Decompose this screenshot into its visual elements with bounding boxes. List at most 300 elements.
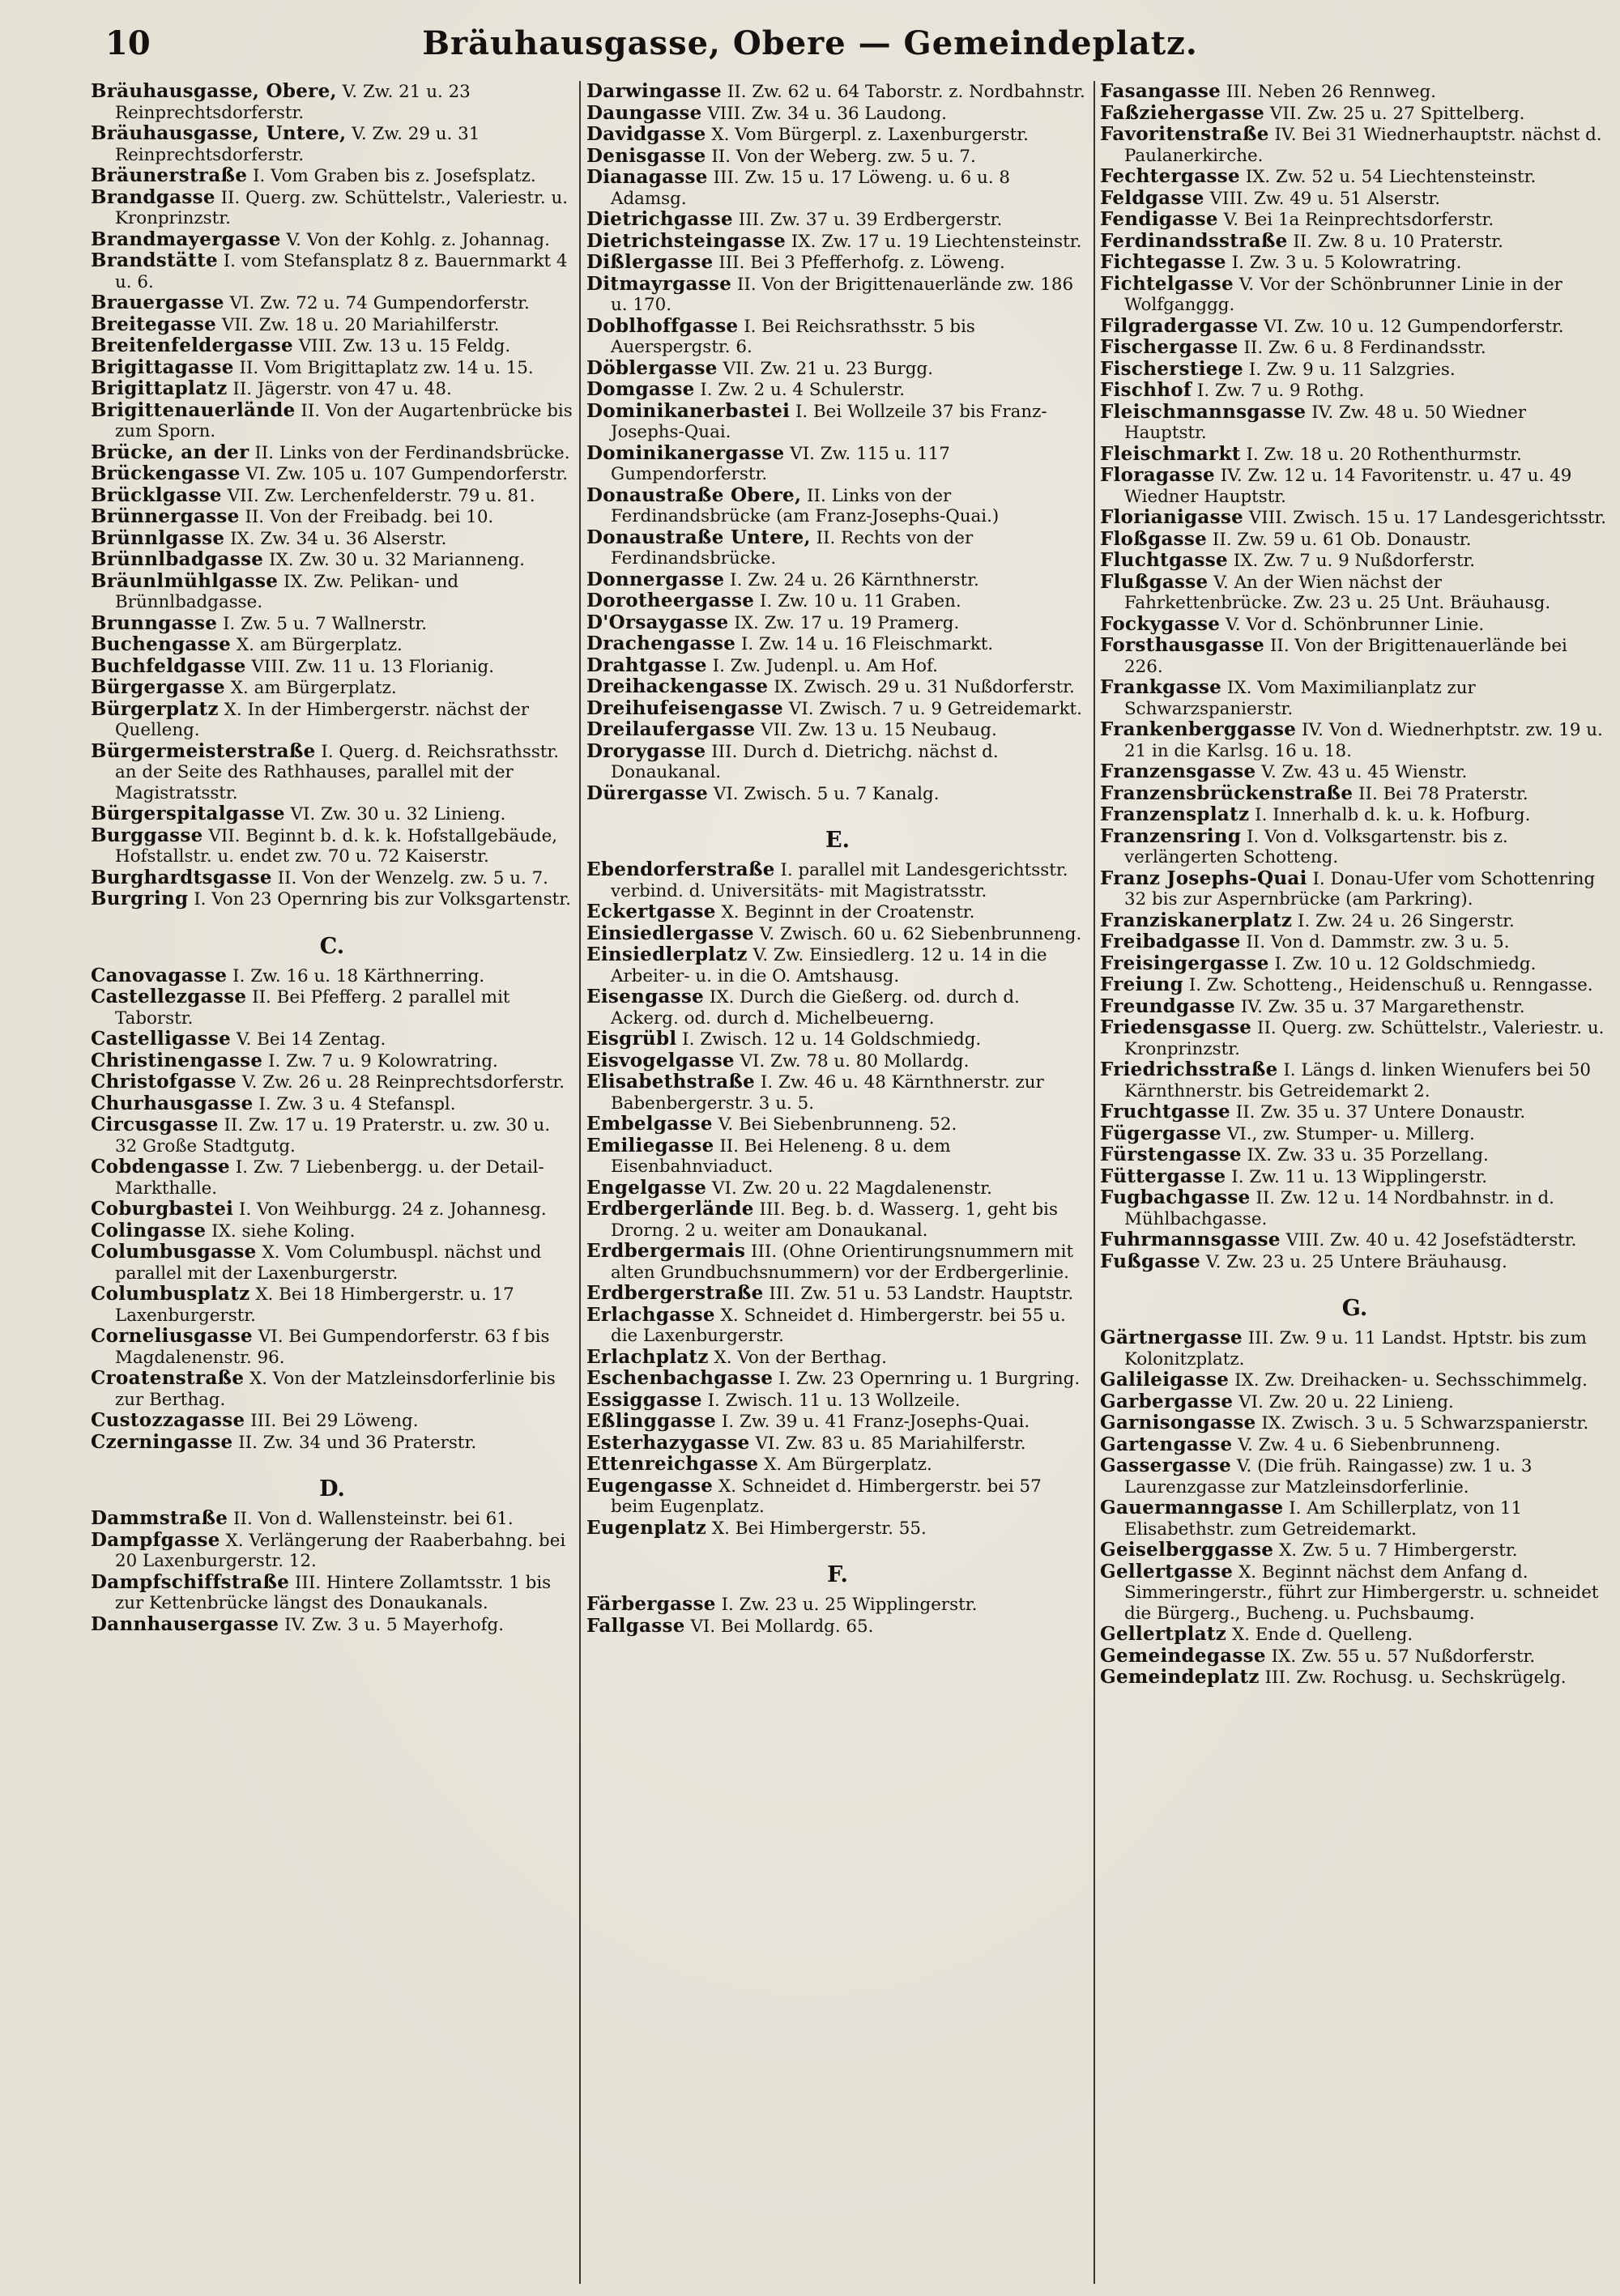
- street-name: Bräuhausgasse, Untere,: [91, 122, 347, 144]
- street-description: VIII. Zw. 13 u. 15 Feldg.: [298, 336, 511, 356]
- street-description: VI. Zw. 83 u. 85 Mariahilferstr.: [755, 1433, 1026, 1454]
- street-name: Fluchtgasse: [1100, 549, 1228, 571]
- street-entry: [586, 719, 1089, 741]
- street-description: I. Zw. Judenpl. u. Am Hof.: [712, 655, 938, 676]
- street-name: Franzensring: [1100, 824, 1242, 847]
- street-description: V. Zw. 4 u. 6 Siebenbrunneng.: [1238, 1434, 1501, 1455]
- street-description: X. Schneidet d. Himbergerstr. bei 57 beim Eugenplatz.: [611, 1476, 1042, 1517]
- street-entry: [91, 485, 573, 507]
- street-description: V. Zw. 26 u. 28 Reinprechtsdorferstr.: [241, 1072, 565, 1093]
- street-name: Bürgermeisterstraße: [91, 739, 316, 762]
- street-description: II. Vom Brigittaplatz zw. 14 u. 15.: [239, 357, 534, 378]
- street-name: Darwingasse: [586, 81, 723, 102]
- street-description: IX. Zw. 17 u. 19 Pramerg.: [734, 612, 960, 633]
- street-name: Franz Josephs-Quai: [1100, 867, 1307, 889]
- section-letter-heading: C.: [319, 933, 345, 959]
- street-description: II. Zw. 34 und 36 Praterstr.: [238, 1432, 477, 1453]
- street-entry: [1100, 1229, 1609, 1251]
- street-entry: [91, 1242, 573, 1284]
- street-description: V. Zwisch. 60 u. 62 Siebenbrunneng.: [759, 923, 1082, 944]
- street-entry: [1100, 1101, 1609, 1123]
- street-name: Denisgasse: [586, 144, 706, 167]
- street-description: III. Zw. 15 u. 17 Löweng. u. 6 u. 8 Adamsg.: [611, 168, 1011, 209]
- street-name: Donnergasse: [586, 568, 725, 590]
- street-name: Davidgasse: [586, 123, 706, 145]
- street-description: I. Zw. 23 u. 25 Wipplingerstr.: [721, 1595, 978, 1615]
- street-entry: [91, 506, 573, 528]
- street-name: Dietrichsteingasse: [586, 229, 787, 252]
- street-description: III. Zw. 37 u. 39 Erdbergerstr.: [738, 210, 1003, 230]
- street-name: Erdbergerstraße: [586, 1282, 764, 1304]
- street-description: II. Von der Brigittenauerlände zw. 186 u. 170.: [611, 274, 1074, 315]
- street-description: I. Zw. 24 u. 26 Singerstr.: [1298, 910, 1515, 931]
- street-description: I. parallel mit Landesgerichtsstr. verbind. d. Universitäts- mit Magistratsstr.: [611, 860, 1068, 901]
- street-name: Brandmayergasse: [91, 228, 281, 250]
- street-name: Fichtelgasse: [1100, 272, 1234, 295]
- street-entry: [91, 634, 573, 656]
- street-name: Custozzagasse: [91, 1409, 245, 1431]
- street-description: I. Bei Wollzeile 37 bis Franz-Josephs-Quai.: [611, 401, 1047, 442]
- street-entry: [586, 316, 1089, 358]
- street-name: Bräuhausgasse, Obere,: [91, 81, 337, 102]
- street-entry: [1100, 550, 1609, 572]
- street-entry: [1100, 188, 1609, 210]
- street-entry: [1100, 380, 1609, 402]
- street-name: Bürgerplatz: [91, 697, 219, 720]
- street-entry: [91, 292, 573, 314]
- street-name: Dampfgasse: [91, 1528, 220, 1551]
- street-name: Bürgergasse: [91, 676, 225, 698]
- street-name: Castellezgasse: [91, 986, 247, 1007]
- street-description: II. Bei Pfefferg. 2 parallel mit Taborstr.: [115, 987, 510, 1029]
- street-entry: [1100, 1391, 1609, 1413]
- street-entry: [586, 655, 1089, 677]
- street-description: I. Zw. 9 u. 11 Salzgries.: [1248, 359, 1456, 380]
- street-name: Brigittagasse: [91, 356, 234, 378]
- street-entry: [91, 442, 573, 464]
- street-name: Geiselberggasse: [1100, 1539, 1274, 1561]
- street-name: Füttergasse: [1100, 1165, 1226, 1187]
- street-description: IX. Durch die Gießerg. od. durch d. Ackerg. od. durch d. Michelbeuerng.: [611, 987, 1020, 1029]
- street-description: X. Beginnt in der Croatenstr.: [721, 902, 975, 922]
- street-description: VI. Zw. 10 u. 12 Gumpendorferstr.: [1264, 316, 1564, 337]
- street-name: Bräunerstraße: [91, 164, 248, 186]
- street-name: Floßgasse: [1100, 527, 1208, 550]
- street-description: V. Vor d. Schönbrunner Linie.: [1226, 614, 1485, 635]
- street-name: Brigittenauerlände: [91, 398, 296, 421]
- street-name: Columbusgasse: [91, 1241, 257, 1263]
- street-description: II. Von d. Wallensteinstr. bei 61.: [233, 1509, 514, 1529]
- street-entry: [91, 1326, 573, 1368]
- street-name: Domgasse: [586, 378, 695, 400]
- street-description: I. Zw. 2 u. 4 Schulerstr.: [700, 380, 905, 400]
- street-name: Corneliusgasse: [91, 1325, 253, 1347]
- street-entry: [91, 1432, 573, 1454]
- street-name: Brünnlgasse: [91, 526, 225, 549]
- street-name: Fichtegasse: [1100, 251, 1226, 273]
- street-name: Dietrichgasse: [586, 208, 733, 230]
- street-entry: [1100, 209, 1609, 231]
- street-entry: [91, 229, 573, 251]
- street-entry: [586, 783, 1089, 805]
- street-description: IV. Von d. Wiednerhptstr. zw. 19 u. 21 in die Karlsg. 16 u. 18.: [1124, 720, 1603, 761]
- street-entry: [586, 676, 1089, 698]
- street-entry: [586, 124, 1089, 146]
- street-name: Canovagasse: [91, 964, 228, 986]
- street-description: IX. siehe Koling.: [211, 1220, 356, 1242]
- street-name: Florianigasse: [1100, 506, 1244, 528]
- street-name: Forsthausgasse: [1100, 634, 1265, 656]
- street-description: VI., zw. Stumper- u. Millerg.: [1226, 1123, 1475, 1144]
- street-name: Franzensgasse: [1100, 760, 1256, 782]
- street-name: Fuhrmannsgasse: [1100, 1229, 1281, 1250]
- street-entry: [586, 401, 1089, 443]
- street-name: Breitenfeldergasse: [91, 334, 293, 356]
- street-description: IX. Zw. 34 u. 36 Alserstr.: [230, 528, 447, 549]
- street-name: Färbergasse: [586, 1593, 716, 1615]
- street-entry: [586, 379, 1089, 401]
- street-entry: [91, 314, 573, 336]
- street-description: IX. Vom Maximilianplatz zur Schwarzspanierstr.: [1124, 678, 1476, 719]
- street-description: III. Neben 26 Rennweg.: [1226, 82, 1436, 102]
- section-letter-heading: F.: [827, 1562, 848, 1587]
- street-entry: [586, 231, 1089, 253]
- street-description: X. Schneidet d. Himbergerstr. bei 55 u. die Laxenburgerstr.: [611, 1305, 1066, 1346]
- street-name: Filgradergasse: [1100, 314, 1259, 337]
- street-description: II. Zw. 17 u. 19 Praterstr. u. zw. 30 u. 32 Große Stadtgutg.: [115, 1115, 551, 1157]
- street-name: Drahtgasse: [586, 654, 707, 676]
- street-entry: [1100, 274, 1609, 316]
- street-description: III. Bei 3 Pfefferhofg. z. Löweng.: [718, 253, 1005, 273]
- street-description: I. Zw. 24 u. 26 Kärnthnerstr.: [730, 569, 979, 590]
- street-description: IV. Zw. 48 u. 50 Wiedner Hauptstr.: [1124, 402, 1527, 443]
- street-entry: [1100, 1455, 1609, 1497]
- column-3: [1100, 81, 1609, 2284]
- street-entry: [1100, 103, 1609, 125]
- street-name: Churhausgasse: [91, 1092, 254, 1114]
- street-name: Dominikanerbastei: [586, 399, 791, 422]
- section-letter-heading: E.: [825, 828, 850, 853]
- street-name: Frankenberggasse: [1100, 718, 1297, 740]
- street-name: Cobdengasse: [91, 1156, 230, 1178]
- street-name: Einsiedlerplatz: [586, 944, 748, 965]
- street-name: Gemeindeplatz: [1100, 1666, 1260, 1688]
- street-entry: [91, 81, 573, 123]
- street-name: Elisabethstraße: [586, 1071, 756, 1093]
- street-description: III. Bei 29 Löweng.: [250, 1411, 419, 1431]
- street-entry: [1100, 677, 1609, 719]
- street-description: II. Zw. 6 u. 8 Ferdinandsstr.: [1243, 338, 1486, 358]
- street-entry: [586, 986, 1089, 1029]
- street-entry: [91, 677, 573, 699]
- street-name: Frankgasse: [1100, 676, 1222, 698]
- street-description: VI. Zw. 20 u. 22 Linieng.: [1238, 1391, 1454, 1412]
- street-entry: [586, 698, 1089, 720]
- street-entry: [1100, 910, 1609, 932]
- street-entry: [91, 1530, 573, 1572]
- street-description: IV. Zw. 12 u. 14 Favoritenstr. u. 47 u. 49 Wiedner Hauptstr.: [1124, 466, 1572, 507]
- street-description: IX. Zw. Dreihacken- u. Sechsschimmelg.: [1234, 1370, 1588, 1391]
- street-entry: [91, 1284, 573, 1326]
- street-entry: [91, 165, 573, 187]
- street-name: Fußgasse: [1100, 1250, 1201, 1272]
- street-entry: [91, 741, 573, 804]
- street-name: Garbergasse: [1100, 1390, 1234, 1412]
- street-entry: [91, 187, 573, 229]
- street-name: Dorotheergasse: [586, 590, 755, 611]
- street-description: III. Zw. 51 u. 53 Landstr. Hauptstr.: [769, 1284, 1074, 1304]
- street-description: I. Zw. 10 u. 11 Graben.: [760, 591, 961, 611]
- street-entry: [1100, 1166, 1609, 1188]
- street-description: VII. Beginnt b. d. k. k. Hofstallgebäude, Hofstallstr. u. endet zw. 70 u. 72 Kaiserstr.: [115, 825, 558, 867]
- street-name: Dreihufeisengasse: [586, 696, 784, 719]
- street-name: Brückengasse: [91, 462, 241, 484]
- street-description: I. Querg. d. Reichsrathsstr. an der Seite des Rathhauses, parallel mit der Magistratsstr.: [115, 741, 560, 803]
- street-description: II. Bei Heleneng. 8 u. dem Eisenbahnviaduct.: [611, 1135, 951, 1177]
- street-description: I. Zw. 46 u. 48 Kärnthnerstr. zur Babenbergerstr. 3 u. 5.: [611, 1072, 1044, 1114]
- street-description: X. Von der Matzleinsdorferlinie bis zur Berthag.: [115, 1369, 556, 1410]
- street-entry: [1100, 124, 1609, 166]
- street-name: Floragasse: [1100, 464, 1215, 486]
- street-entry: [1100, 614, 1609, 636]
- street-name: Eisgrübl: [586, 1028, 677, 1050]
- street-name: Favoritenstraße: [1100, 123, 1269, 145]
- street-entry: [91, 335, 573, 357]
- street-entry: [1100, 465, 1609, 507]
- street-name: Erlachplatz: [586, 1345, 709, 1368]
- street-description: IX. Zwisch. 3 u. 5 Schwarzspanierstr.: [1261, 1413, 1589, 1433]
- street-name: D'Orsaygasse: [586, 611, 729, 633]
- street-description: I. Zw. 18 u. 20 Rothenthurmstr.: [1246, 444, 1522, 465]
- street-entry: [1100, 996, 1609, 1018]
- street-name: Gellertplatz: [1100, 1623, 1227, 1645]
- street-description: VIII. Zw. 11 u. 13 Florianig.: [251, 656, 494, 677]
- street-name: Gassergasse: [1100, 1455, 1232, 1476]
- street-name: Fockygasse: [1100, 612, 1221, 635]
- street-description: VII. Zw. 13 u. 15 Neubaug.: [761, 720, 997, 740]
- street-entry: [91, 378, 573, 400]
- street-description: II. Querg. zw. Schüttelstr., Valeriestr. u. Kronprinzstr.: [1124, 1018, 1605, 1059]
- street-entry: [91, 1508, 573, 1530]
- street-entry: [586, 274, 1089, 316]
- street-name: Ettenreichgasse: [586, 1453, 759, 1475]
- street-entry: [1100, 761, 1609, 783]
- street-entry: [1100, 635, 1609, 677]
- street-description: III. Beg. b. d. Wasserg. 1, geht bis Drorng. 2 u. weiter am Donaukanal.: [611, 1199, 1058, 1241]
- street-name: Fischerstiege: [1100, 357, 1244, 380]
- street-description: V. Bei Siebenbrunneng. 52.: [718, 1114, 957, 1135]
- street-entry: [586, 146, 1089, 168]
- street-entry: [586, 1305, 1089, 1347]
- street-description: IX. Zw. 30 u. 32 Marianneng.: [269, 550, 525, 570]
- street-name: Galileigasse: [1100, 1369, 1230, 1391]
- street-description: I. Vom Graben bis z. Josefsplatz.: [253, 166, 536, 186]
- street-entry: [586, 81, 1089, 103]
- street-directory-columns: [91, 81, 1609, 2284]
- street-description: II. Zw. 8 u. 10 Praterstr.: [1293, 231, 1503, 252]
- street-name: Coburgbastei: [91, 1198, 234, 1220]
- street-description: VIII. Zwisch. 15 u. 17 Landesgerichtsstr.: [1248, 508, 1607, 528]
- street-entry: [1100, 1370, 1609, 1391]
- street-name: Dreihackengasse: [586, 675, 769, 697]
- street-name: Brünnlbadgasse: [91, 548, 264, 570]
- street-description: X. Bei Himbergerstr. 55.: [711, 1518, 927, 1539]
- street-description: IX. Zw. 52 u. 54 Liechtensteinstr.: [1245, 167, 1537, 187]
- street-entry: [91, 986, 573, 1029]
- street-entry: [91, 825, 573, 867]
- street-entry: [1100, 231, 1609, 253]
- street-name: Brauergasse: [91, 292, 224, 313]
- street-name: Eckertgasse: [586, 901, 716, 922]
- street-entry: [586, 901, 1089, 923]
- street-entry: [91, 1199, 573, 1220]
- street-description: X. am Bürgerplatz.: [236, 635, 403, 655]
- street-description: V. (Die früh. Raingasse) zw. 1 u. 3 Laurenzgasse zur Matzleinsdorferlinie.: [1124, 1456, 1533, 1497]
- street-name: Donaustraße Obere,: [586, 483, 802, 506]
- street-description: VI. Zw. 20 u. 22 Magdalenenstr.: [712, 1178, 992, 1199]
- street-entry: [1100, 1059, 1609, 1101]
- street-entry: [1100, 1412, 1609, 1434]
- street-entry: [91, 965, 573, 987]
- street-name: Eisengasse: [586, 986, 705, 1007]
- street-name: Dreilaufergasse: [586, 718, 756, 740]
- street-name: Drachengasse: [586, 633, 736, 654]
- street-name: Brigittaplatz: [91, 377, 228, 399]
- street-name: Bräunlmühlgasse: [91, 569, 279, 592]
- street-entry: [1100, 1327, 1609, 1370]
- street-name: Fischergasse: [1100, 336, 1238, 358]
- street-entry: [1100, 337, 1609, 359]
- street-name: Brandstätte: [91, 249, 218, 271]
- street-description: I. Von 23 Opernring bis zur Volksgartenstr.: [194, 889, 571, 909]
- street-name: Dürergasse: [586, 782, 709, 804]
- street-name: Fallgasse: [586, 1614, 685, 1637]
- street-entry: [586, 612, 1089, 634]
- street-name: Colingasse: [91, 1219, 207, 1242]
- street-entry: [1100, 166, 1609, 188]
- street-entry: [586, 1178, 1089, 1199]
- street-description: IV. Zw. 35 u. 37 Margarethenstr.: [1240, 996, 1525, 1017]
- street-name: Fruchtgasse: [1100, 1101, 1230, 1122]
- street-name: Fugbachgasse: [1100, 1186, 1251, 1208]
- street-entry: [586, 741, 1089, 783]
- street-entry: [1100, 1497, 1609, 1540]
- street-description: V. Vor der Schönbrunner Linie in der Wolfganggg.: [1124, 274, 1562, 315]
- street-entry: [586, 1476, 1089, 1518]
- street-description: VIII. Zw. 49 u. 51 Alserstr.: [1209, 188, 1440, 209]
- street-name: Friedrichsstraße: [1100, 1059, 1278, 1080]
- street-entry: [1100, 1434, 1609, 1456]
- street-description: X. Am Bürgerplatz.: [764, 1455, 932, 1475]
- street-description: IX. Zw. 17 u. 19 Liechtensteinstr.: [791, 231, 1082, 252]
- street-description: II. Querg. zw. Schüttelstr., Valeriestr. u. Kronprinzstr.: [115, 187, 569, 228]
- column-divider: [1094, 81, 1095, 2284]
- street-entry: [586, 633, 1089, 655]
- street-description: VI. Zw. 30 u. 32 Linieng.: [290, 804, 506, 824]
- section-letter-heading: D.: [319, 1476, 345, 1502]
- street-name: Flußgasse: [1100, 570, 1209, 593]
- street-name: Erdbergerlände: [586, 1198, 754, 1220]
- street-entry: [586, 252, 1089, 274]
- street-description: V. Zw. 29 u. 31 Reinprechtsdorferstr.: [115, 124, 480, 165]
- street-entry: [91, 1368, 573, 1410]
- street-description: X. am Bürgerplatz.: [230, 678, 397, 698]
- street-description: VIII. Zw. 34 u. 36 Laudong.: [707, 103, 947, 124]
- street-entry: [1100, 1187, 1609, 1229]
- street-name: Burgring: [91, 888, 189, 909]
- street-name: Dominikanergasse: [586, 441, 785, 464]
- street-entry: [1100, 252, 1609, 274]
- street-description: II. Zw. 59 u. 61 Ob. Donaustr.: [1212, 529, 1472, 550]
- column-2: [586, 81, 1089, 2284]
- street-description: II. Von der Weberg. zw. 5 u. 7.: [711, 146, 976, 167]
- street-description: I. Bei Reichsrathsstr. 5 bis Auerspergstr. 6.: [611, 316, 975, 357]
- street-entry: [1100, 402, 1609, 444]
- street-entry: [91, 357, 573, 379]
- street-description: II. Von der Freibadg. bei 10.: [245, 507, 494, 527]
- street-description: II. Links von der Ferdinandsbrücke.: [254, 442, 570, 463]
- street-name: Czerningasse: [91, 1430, 233, 1453]
- street-entry: [586, 1411, 1089, 1433]
- street-name: Embelgasse: [586, 1113, 713, 1135]
- street-description: V. Bei 14 Zentag.: [236, 1029, 386, 1050]
- street-name: Doblhoffgasse: [586, 314, 739, 337]
- street-description: II. Zw. 12 u. 14 Nordbahnstr. in d. Mühlbachgasse.: [1124, 1188, 1554, 1229]
- street-description: I. Zw. 14 u. 16 Fleischmarkt.: [740, 634, 994, 654]
- street-description: X. Verlängerung der Raaberbahng. bei 20 Laxenburgerstr. 12.: [115, 1530, 566, 1571]
- street-description: IV. Zw. 3 u. 5 Mayerhofg.: [284, 1614, 505, 1635]
- street-name: Dammstraße: [91, 1507, 228, 1529]
- street-description: II. Von der Brigittenauerlände bei 226.: [1124, 636, 1567, 677]
- street-description: III. Durch d. Dietrichg. nächst d. Donaukanal.: [611, 741, 999, 782]
- street-entry: [586, 1114, 1089, 1135]
- street-description: IX. Zwisch. 29 u. 31 Nußdorferstr.: [774, 677, 1075, 697]
- street-entry: [1100, 81, 1609, 103]
- column-divider: [579, 81, 581, 2284]
- street-name: Dißlergasse: [586, 251, 714, 273]
- street-entry: [91, 1572, 573, 1614]
- street-entry: [91, 1093, 573, 1115]
- street-description: IV. Bei 31 Wiednerhauptstr. nächst d. Paulanerkirche.: [1124, 125, 1602, 166]
- street-entry: [1100, 444, 1609, 466]
- street-name: Gellertgasse: [1100, 1560, 1234, 1582]
- street-name: Fasangasse: [1100, 81, 1221, 102]
- street-name: Faßziehergasse: [1100, 101, 1265, 124]
- street-name: Garnisongasse: [1100, 1412, 1256, 1433]
- street-entry: [91, 571, 573, 613]
- street-description: I. Zwisch. 11 u. 13 Wollzeile.: [707, 1390, 961, 1411]
- street-name: Brunngasse: [91, 611, 218, 634]
- street-description: VII. Zw. 21 u. 23 Burgg.: [723, 358, 933, 379]
- street-description: VI. Bei Gumpendorferstr. 63 f bis Magdalenenstr. 96.: [115, 1327, 550, 1368]
- street-entry: [586, 590, 1089, 612]
- street-entry: [586, 1616, 1089, 1638]
- street-entry: [91, 1157, 573, 1199]
- street-description: II. Von der Wenzelg. zw. 5 u. 7.: [277, 867, 548, 888]
- street-description: II. Von der Augartenbrücke bis zum Sporn.: [115, 400, 573, 441]
- street-name: Franzensbrückenstraße: [1100, 782, 1354, 804]
- street-description: VI. Zw. 115 u. 117 Gumpendorferstr.: [611, 443, 950, 484]
- street-description: II. Von d. Dammstr. zw. 3 u. 5.: [1246, 932, 1510, 952]
- street-name: Burggasse: [91, 824, 203, 846]
- street-entry: [91, 1410, 573, 1432]
- street-description: VI. Zw. 105 u. 107 Gumpendorferstr.: [245, 464, 568, 484]
- street-description: VII. Zw. Lerchenfelderstr. 79 u. 81.: [227, 485, 535, 506]
- street-name: Eschenbachgasse: [586, 1367, 774, 1389]
- street-description: III. Zw. Rochusg. u. Sechskrügelg.: [1264, 1668, 1567, 1688]
- street-name: Brandgasse: [91, 185, 215, 208]
- street-entry: [1100, 1251, 1609, 1273]
